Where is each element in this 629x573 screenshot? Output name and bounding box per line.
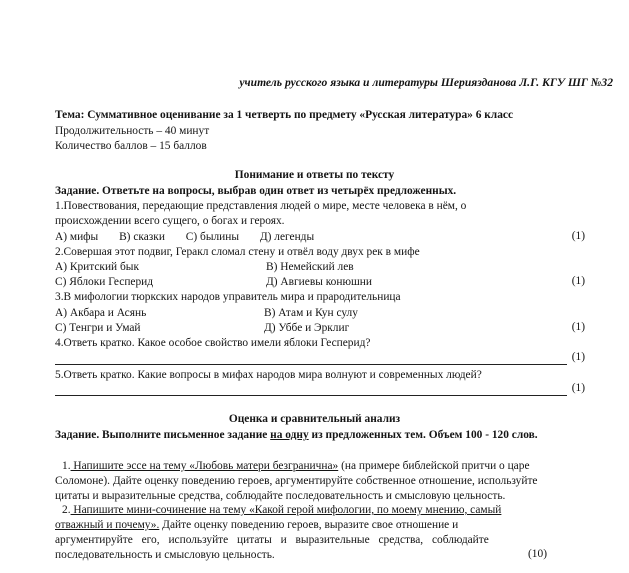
q5-points: (1) [571,382,585,394]
q1-option-c: С) былины [185,231,239,243]
author-line: учитель русского языка и литературы Шериязданова Л.Г. КГУ ШГ №32 [239,76,613,89]
q5-answer-line[interactable] [55,395,567,396]
topic2-rest: Дайте оценку поведению героев, выразите свое отношение и [159,519,459,531]
duration-text: Продолжительность – 40 минут [55,125,210,137]
q1-options [55,230,599,245]
q4-text: 4.Ответь кратко. Какое особое свойство имели яблоки Гесперид? [55,337,371,349]
section1-title: Понимание и ответы по тексту [234,169,395,181]
topic1-rest: (на примере библейской притчи о царе [338,460,530,472]
topic2-number: 2. [62,504,71,516]
q1-points: (1) [571,230,585,242]
points-text: Количество баллов – 15 баллов [55,140,207,152]
q4-points: (1) [571,351,585,363]
section2-title: Оценка и сравнительный анализ [228,413,401,425]
section1-task: Задание. Ответьте на вопросы, выбрав один ответ из четырёх предложенных. [55,185,457,197]
topic-text: Суммативное оценивание за 1 четверть по предмету «Русская литература» 6 класс [87,109,513,121]
section2-task-after: из предложенных тем. Объем 100 - 120 слов. [308,429,538,441]
topic-line [55,108,599,123]
q3-option-d: Д) Уббе и Эрклиг [264,322,350,334]
q3-text: 3.В мифологии тюркских народов управитель мира и прародительница [55,291,401,303]
topic2-title-part2: отважный и почему». [55,519,160,531]
q3-option-b: В) Атам и Кун сулу [264,307,358,319]
q4-answer-line[interactable] [55,364,567,365]
q1-option-d: Д) легенды [259,231,315,243]
topic2-line3: аргументируйте его, используйте цитаты и выразительные средства, соблюдайте [55,534,489,546]
q2-option-b: В) Немейский лев [266,261,354,273]
topic2-line4: последовательность и смысловую цельность. [55,549,275,561]
q1-line1: 1.Повествования, передающие представления людей о мире, месте человека в нём, о [55,200,467,212]
topic2-title-part1: Напишите мини-сочинение на тему «Какой герой мифологии, по моему мнению, самый [70,504,502,516]
q3-option-c: С) Тенгри и Умай [55,322,141,334]
q2-text: 2.Совершая этот подвиг, Геракл сломал стену и отвёл воду двух рек в мифе [55,246,420,258]
topic2-line2 [55,518,599,533]
q3-option-a: А) Акбара и Асянь [55,307,147,319]
topic-label: Тема: [55,109,85,121]
section2-task-before: Задание. Выполните письменное задание [55,429,271,441]
section2-task-underlined: на одну [270,429,309,441]
q2-option-d: Д) Авгиевы конюшни [266,276,372,288]
topic1-title: Напишите эссе на тему «Любовь матери безгранична» [70,460,339,472]
q1-option-b: В) сказки [119,231,165,243]
topic2-line1 [62,503,599,518]
topic1-number: 1. [62,460,71,472]
q2-option-a: А) Критский бык [55,261,139,273]
topic2-points: (10) [528,548,547,560]
topic1-line1 [62,459,599,474]
q1-option-a: А) мифы [55,231,99,243]
q2-points: (1) [571,275,585,287]
q2-option-c: С) Яблоки Гесперид [55,276,154,288]
topic1-line2: Соломоне). Дайте оценку поведению героев, аргументируйте собственное отношение, используйте [55,475,538,487]
section2-task [55,428,599,443]
q3-points: (1) [571,321,585,333]
q5-text: 5.Ответь кратко. Какие вопросы в мифах народов мира волнуют и современных людей? [55,369,482,381]
topic1-line3: цитаты и выразительные средства, соблюдайте последовательность и смысловую цельность. [55,490,506,502]
q1-line2: происхождении всего сущего, о богах и героях. [55,215,285,227]
